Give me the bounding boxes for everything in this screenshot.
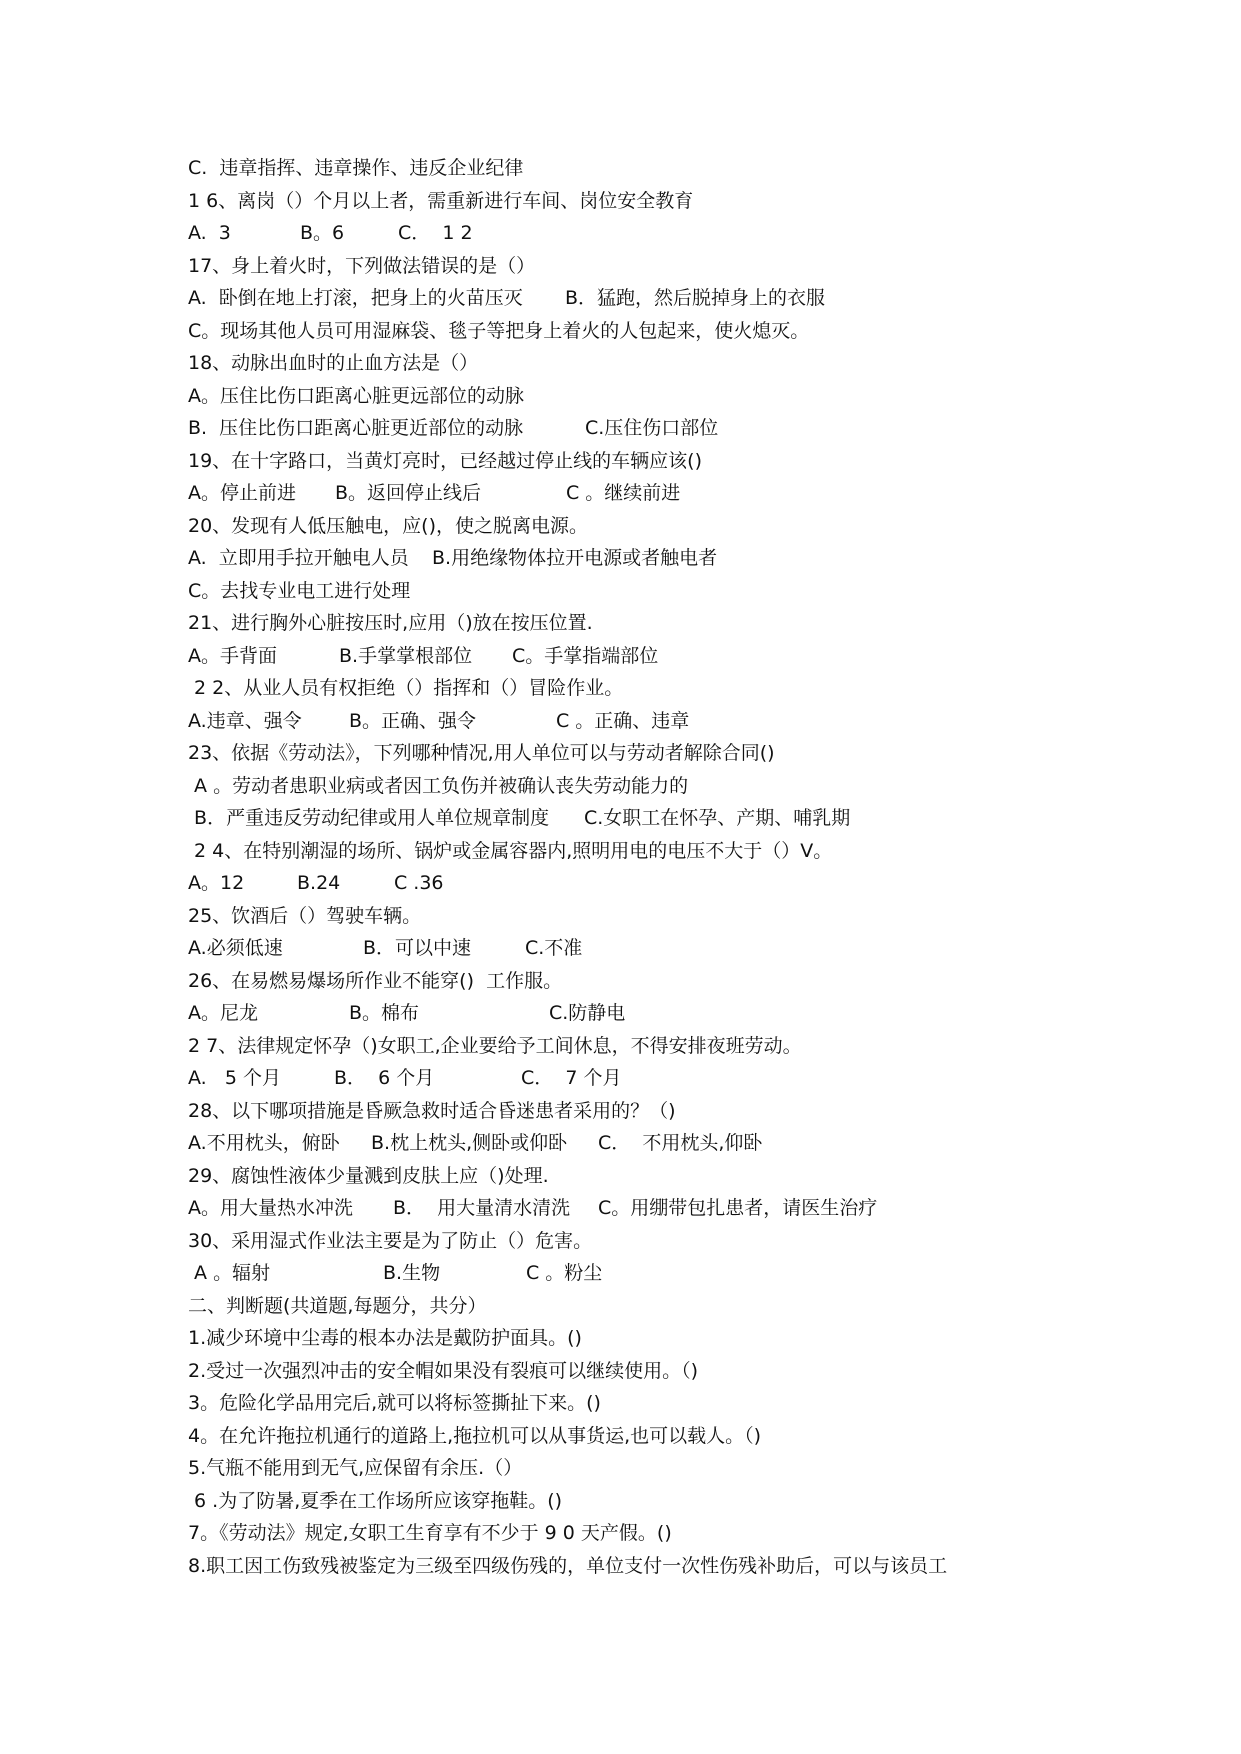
text-line — [188, 932, 1088, 965]
text-line — [188, 1517, 1088, 1550]
text-segment: A. 立即用手拉开触电人员 — [188, 547, 409, 569]
text-segment: 2 2、从业人员有权拒绝（）指挥和（）冒险作业。 — [188, 677, 624, 699]
text-segment: C 。正确、违章 — [556, 709, 690, 732]
text-line — [188, 477, 1088, 510]
text-segment: C。手掌指端部位 — [512, 644, 659, 667]
text-line — [188, 510, 1088, 543]
text-segment: 28、以下哪项措施是昏厥急救时适合昏迷患者采用的？（) — [188, 1099, 676, 1122]
text-line — [188, 152, 1088, 185]
text-segment: 29、腐蚀性液体少量溅到皮肤上应（)处理. — [188, 1164, 549, 1187]
text-segment: 1.减少环境中尘毒的根本办法是戴防护面具。() — [188, 1327, 582, 1349]
text-line — [188, 867, 1088, 900]
text-segment: A 。劳动者患职业病或者因工负伤并被确认丧失劳动能力的 — [188, 774, 689, 797]
text-segment: A。手背面 — [188, 644, 277, 667]
text-segment: 5.气瓶不能用到无气,应保留有余压.（） — [188, 1457, 523, 1479]
text-line — [188, 1485, 1088, 1518]
text-line — [188, 1127, 1088, 1160]
text-segment: 7。《劳动法》规定,女职工生育享有不少于 9 0 天产假。() — [188, 1522, 672, 1544]
text-line — [188, 250, 1088, 283]
text-segment: B． 用大量清水清洗 — [393, 1197, 571, 1219]
text-line — [188, 1387, 1088, 1420]
text-segment: 17、身上着火时，下列做法错误的是（） — [188, 254, 536, 277]
text-segment: 2.受过一次强烈冲击的安全帽如果没有裂痕可以继续使用。（) — [188, 1359, 699, 1382]
text-segment: C． 7 个月 — [521, 1067, 622, 1089]
text-segment: C． 不用枕头,仰卧 — [598, 1132, 763, 1154]
text-segment: B。正确、强令 — [349, 709, 477, 732]
text-line — [188, 802, 1088, 835]
text-segment: 23、依据《劳动法》，下列哪种情况,用人单位可以与劳动者解除合同() — [188, 742, 775, 764]
text-line — [188, 347, 1088, 380]
text-segment: A。12 — [188, 872, 245, 894]
text-line — [188, 672, 1088, 705]
text-line — [188, 997, 1088, 1030]
text-line — [188, 542, 1088, 575]
text-segment: A. 3 — [188, 222, 231, 244]
text-segment: C.防静电 — [549, 1002, 626, 1024]
text-segment: B.24 — [297, 872, 341, 894]
text-segment: 6 .为了防暑,夏季在工作场所应该穿拖鞋。() — [188, 1489, 563, 1512]
text-line — [188, 705, 1088, 738]
text-segment: A.违章、强令 — [188, 709, 302, 732]
document-body — [188, 152, 1088, 1582]
text-segment: 3。危险化学品用完后,就可以将标签撕扯下来。() — [188, 1392, 601, 1414]
text-line — [188, 380, 1088, 413]
text-segment: C .36 — [394, 872, 444, 894]
text-line — [188, 640, 1088, 673]
text-segment: A. 卧倒在地上打滚，把身上的火苗压灭 — [188, 287, 523, 309]
text-line — [188, 1095, 1088, 1128]
text-segment: 4。在允许拖拉机通行的道路上,拖拉机可以从事货运,也可以载人。（) — [188, 1424, 762, 1447]
text-line — [188, 185, 1088, 218]
text-line — [188, 900, 1088, 933]
text-line — [188, 282, 1088, 315]
text-segment: B．可以中速 — [363, 937, 472, 959]
text-segment: C.不准 — [525, 937, 583, 959]
text-line — [188, 770, 1088, 803]
text-line — [188, 1355, 1088, 1388]
text-line — [188, 1257, 1088, 1290]
text-segment: A. 5 个月 — [188, 1067, 281, 1089]
text-segment: A。尼龙 — [188, 1002, 258, 1024]
text-segment: B。棉布 — [349, 1002, 420, 1024]
text-segment: B．严重违反劳动纪律或用人单位规章制度 — [188, 807, 550, 829]
text-segment: C. 违章指挥、违章操作、违反企业纪律 — [188, 157, 524, 179]
text-line — [188, 835, 1088, 868]
text-segment: C． 1 2 — [398, 222, 473, 244]
text-segment: B.枕上枕头,侧卧或仰卧 — [371, 1132, 568, 1154]
text-segment: A.必须低速 — [188, 937, 283, 959]
text-segment: 1 6、离岗（）个月以上者，需重新进行车间、岗位安全教育 — [188, 189, 694, 212]
text-line — [188, 1192, 1088, 1225]
text-line — [188, 1452, 1088, 1485]
text-segment: A。压住比伤口距离心脏更远部位的动脉 — [188, 384, 524, 407]
text-segment: 26、在易燃易爆场所作业不能穿() 工作服。 — [188, 969, 563, 992]
text-segment: C 。继续前进 — [566, 482, 681, 504]
text-segment: 21、进行胸外心脏按压时,应用（)放在按压位置. — [188, 612, 593, 634]
text-segment: C.压住伤口部位 — [585, 417, 719, 439]
text-line — [188, 607, 1088, 640]
text-segment: A.不用枕头，俯卧 — [188, 1132, 340, 1154]
text-line — [188, 1225, 1088, 1258]
text-segment: A 。辐射 — [188, 1262, 271, 1284]
text-segment: 20、发现有人低压触电，应()，使之脱离电源。 — [188, 514, 589, 537]
text-segment: A。用大量热水冲洗 — [188, 1197, 353, 1219]
text-segment: 二、判断题(共道题,每题分，共分） — [188, 1294, 487, 1317]
text-segment: B。6 — [300, 222, 345, 244]
text-segment: B.生物 — [383, 1262, 441, 1284]
text-segment: 30、采用湿式作业法主要是为了防止（）危害。 — [188, 1229, 593, 1252]
text-segment: 2 4、在特别潮湿的场所、锅炉或金属容器内,照明用电的电压不大于（）V。 — [188, 839, 833, 862]
text-segment: 2 7、法律规定怀孕（)女职工,企业要给予工间休息，不得安排夜班劳动。 — [188, 1034, 802, 1057]
text-line — [188, 1160, 1088, 1193]
text-line — [188, 1420, 1088, 1453]
text-line — [188, 1322, 1088, 1355]
text-line — [188, 965, 1088, 998]
text-line — [188, 1062, 1088, 1095]
text-segment: A。停止前进 — [188, 482, 296, 504]
text-segment: C。用绷带包扎患者，请医生治疗 — [598, 1197, 878, 1219]
text-segment: 18、动脉出血时的止血方法是（） — [188, 352, 479, 374]
text-segment: B。返回停止线后 — [335, 482, 482, 504]
text-segment: C.女职工在怀孕、产期、哺乳期 — [584, 807, 851, 829]
text-segment: B.手掌掌根部位 — [339, 644, 473, 667]
text-line — [188, 445, 1088, 478]
text-segment: 19、在十字路口，当黄灯亮时，已经越过停止线的车辆应该() — [188, 449, 703, 472]
text-segment: C。现场其他人员可用湿麻袋、毯子等把身上着火的人包起来，使火熄灭。 — [188, 319, 810, 342]
text-line — [188, 575, 1088, 608]
text-line — [188, 315, 1088, 348]
text-segment: B.用绝缘物体拉开电源或者触电者 — [432, 547, 718, 569]
text-line — [188, 1030, 1088, 1063]
text-segment: B． 6 个月 — [334, 1067, 435, 1089]
text-segment: B. 压住比伤口距离心脏更近部位的动脉 — [188, 417, 524, 439]
text-segment: 8.职工因工伤致残被鉴定为三级至四级伤残的，单位支付一次性伤残补助后，可以与该员工 — [188, 1554, 948, 1577]
text-segment: B．猛跑，然后脱掉身上的衣服 — [565, 287, 826, 309]
text-segment: C。去找专业电工进行处理 — [188, 579, 411, 602]
text-line — [188, 217, 1088, 250]
text-line — [188, 737, 1088, 770]
text-line — [188, 412, 1088, 445]
text-line — [188, 1290, 1088, 1323]
text-segment: C 。粉尘 — [526, 1262, 603, 1284]
text-line — [188, 1550, 1088, 1583]
text-segment: 25、饮酒后（）驾驶车辆。 — [188, 904, 422, 927]
